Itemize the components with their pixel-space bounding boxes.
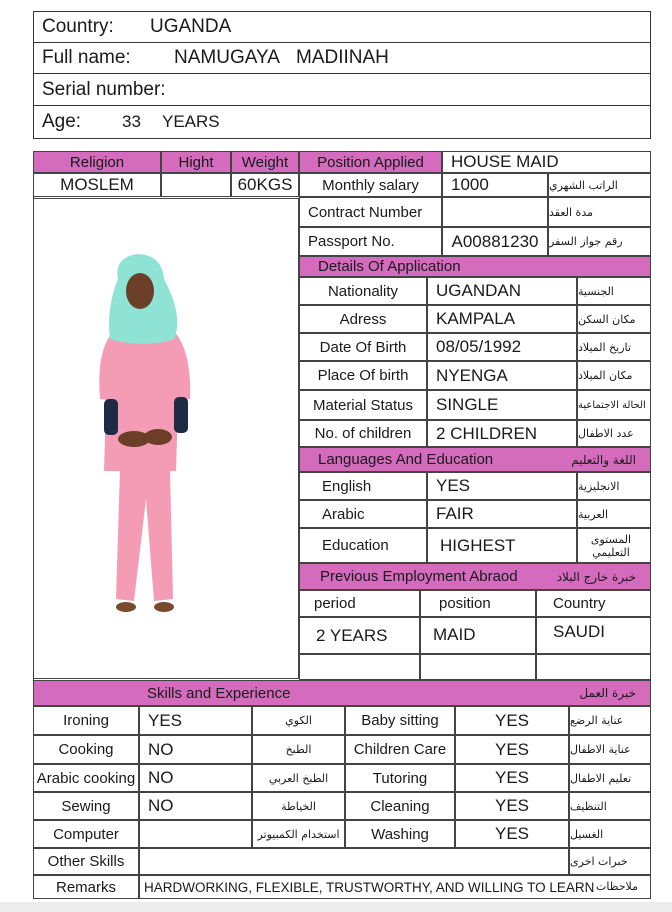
header-box: [33, 11, 651, 139]
skill-right-arabic: التنظيف: [569, 792, 651, 820]
skills-header: [33, 680, 651, 706]
skill-left-value: NO: [139, 735, 252, 764]
languages-header: [299, 447, 651, 472]
country-header: Country: [536, 590, 651, 617]
skill-right-arabic: تعليم الاطفال: [569, 764, 651, 792]
marital-value: SINGLE: [427, 390, 577, 420]
weight-value: 60KGS: [231, 173, 299, 197]
dob-label: Date Of Birth: [299, 333, 427, 361]
remarks-label: Remarks: [33, 875, 139, 899]
skill-left-label: Sewing: [33, 792, 139, 820]
address-value: KAMPALA: [427, 305, 577, 333]
salary-label: Monthly salary: [299, 173, 442, 197]
period-header: period: [299, 590, 420, 617]
age-unit: YEARS: [162, 112, 220, 131]
position-label: Position Applied: [299, 151, 442, 173]
employment-header: [299, 563, 651, 590]
skill-right-value: YES: [455, 764, 569, 792]
candidate-photo-figure: [34, 199, 298, 678]
country-value: SAUDI: [536, 617, 651, 654]
height-label: Hight: [161, 151, 231, 173]
education-arabic: المستوى التعليمي: [577, 528, 651, 563]
nationality-label: Nationality: [299, 277, 427, 305]
employment-empty-1: [299, 654, 420, 680]
skill-left-arabic: استخدام الكمبيوتر: [252, 820, 345, 848]
skill-left-value: YES: [139, 706, 252, 735]
employment-empty-3: [536, 654, 651, 680]
employment-title: Previous Employment Abraod: [320, 568, 518, 585]
children-arabic: عدد الاطفال: [577, 420, 651, 447]
employment-empty-2: [420, 654, 536, 680]
other-skills-arabic: خبرات اخرى: [569, 848, 651, 875]
english-value: YES: [427, 472, 577, 500]
contract-arabic: مدة العقد: [548, 197, 651, 227]
skill-left-value: NO: [139, 792, 252, 820]
nationality-arabic: الجنسية: [577, 277, 651, 305]
skill-left-arabic: الطبخ العربي: [252, 764, 345, 792]
skill-left-label: Computer: [33, 820, 139, 848]
age-label: Age:: [42, 111, 82, 132]
application-title: Details Of Application: [299, 256, 651, 277]
skill-right-label: Cleaning: [345, 792, 455, 820]
skill-left-label: Arabic cooking: [33, 764, 139, 792]
bottom-strip: [0, 902, 672, 912]
dob-value: 08/05/1992: [427, 333, 577, 361]
skill-left-arabic: الخياطة: [252, 792, 345, 820]
skill-right-value: YES: [455, 792, 569, 820]
passport-value: A00881230: [442, 227, 548, 256]
education-label: Education: [299, 528, 427, 563]
height-value: [161, 173, 231, 197]
languages-title: Languages And Education: [318, 451, 494, 468]
marital-label: Material Status: [299, 390, 427, 420]
contract-value: [442, 197, 548, 227]
remarks-arabic: ملاحظات: [596, 880, 638, 893]
skill-right-label: Baby sitting: [345, 706, 455, 735]
languages-title-arabic: اللغة والتعليم: [571, 452, 636, 467]
country-row: [34, 12, 650, 43]
pob-label: Place Of birth: [299, 361, 427, 390]
religion-value: MOSLEM: [33, 173, 161, 197]
employment-title-arabic: خبرة خارج البلاد: [556, 569, 636, 584]
marital-arabic: الحالة الاجتماعية: [577, 390, 651, 420]
name-row: [34, 43, 650, 74]
skill-left-value: NO: [139, 764, 252, 792]
pob-arabic: مكان الميلاد: [577, 361, 651, 390]
skills-title-arabic: خبرة العمل: [579, 686, 636, 700]
passport-label: Passport No.: [299, 227, 442, 256]
contract-label: Contract Number: [299, 197, 442, 227]
arabic-label: Arabic: [299, 500, 427, 528]
english-arabic: الانجليزية: [577, 472, 651, 500]
address-arabic: مكان السكن: [577, 305, 651, 333]
other-skills-label: Other Skills: [33, 848, 139, 875]
position-value: MAID: [420, 617, 536, 654]
period-value: 2 YEARS: [299, 617, 420, 654]
skill-left-value: [139, 820, 252, 848]
position-header: position: [420, 590, 536, 617]
position-value: HOUSE MAID: [442, 151, 651, 173]
skill-right-arabic: عناية الرضع: [569, 706, 651, 735]
pob-value: NYENGA: [427, 361, 577, 390]
address-label: Adress: [299, 305, 427, 333]
serial-row: [34, 74, 650, 106]
name-label: Full name:: [42, 47, 131, 68]
arabic-arabic: العربية: [577, 500, 651, 528]
passport-arabic: رقم جواز السفر: [548, 227, 651, 256]
skill-right-value: YES: [455, 820, 569, 848]
first-name-value: NAMUGAYA: [174, 47, 280, 68]
religion-label: Religion: [33, 151, 161, 173]
skill-right-value: YES: [455, 735, 569, 764]
dob-arabic: تاريخ الميلاد: [577, 333, 651, 361]
skill-left-arabic: الكوي: [252, 706, 345, 735]
skill-left-label: Cooking: [33, 735, 139, 764]
salary-value: 1000: [442, 173, 548, 197]
english-label: English: [299, 472, 427, 500]
country-value: UGANDA: [150, 16, 232, 37]
children-label: No. of children: [299, 420, 427, 447]
skill-right-label: Children Care: [345, 735, 455, 764]
nationality-value: UGANDAN: [427, 277, 577, 305]
skill-right-arabic: الغسيل: [569, 820, 651, 848]
last-name-value: MADIINAH: [296, 47, 389, 68]
serial-label: Serial number:: [42, 78, 166, 100]
children-value: 2 CHILDREN: [427, 420, 577, 447]
arabic-value: FAIR: [427, 500, 577, 528]
remarks-value: HARDWORKING, FLEXIBLE, TRUSTWORTHY, AND WILLING TO LEARN: [139, 875, 651, 899]
skill-right-label: Tutoring: [345, 764, 455, 792]
country-label: Country:: [42, 16, 114, 37]
age-row: [34, 106, 650, 138]
skill-right-value: YES: [455, 706, 569, 735]
skill-right-label: Washing: [345, 820, 455, 848]
salary-arabic: الراتب الشهري: [548, 173, 651, 197]
weight-label: Weight: [231, 151, 299, 173]
age-value: 33: [122, 112, 141, 131]
skill-left-arabic: الطبخ: [252, 735, 345, 764]
skill-left-label: Ironing: [33, 706, 139, 735]
skills-title: Skills and Experience: [147, 684, 291, 702]
candidate-photo: [33, 198, 299, 679]
education-value: HIGHEST: [427, 528, 577, 563]
skill-right-arabic: عناية الاطفال: [569, 735, 651, 764]
other-skills-value: [139, 848, 569, 875]
